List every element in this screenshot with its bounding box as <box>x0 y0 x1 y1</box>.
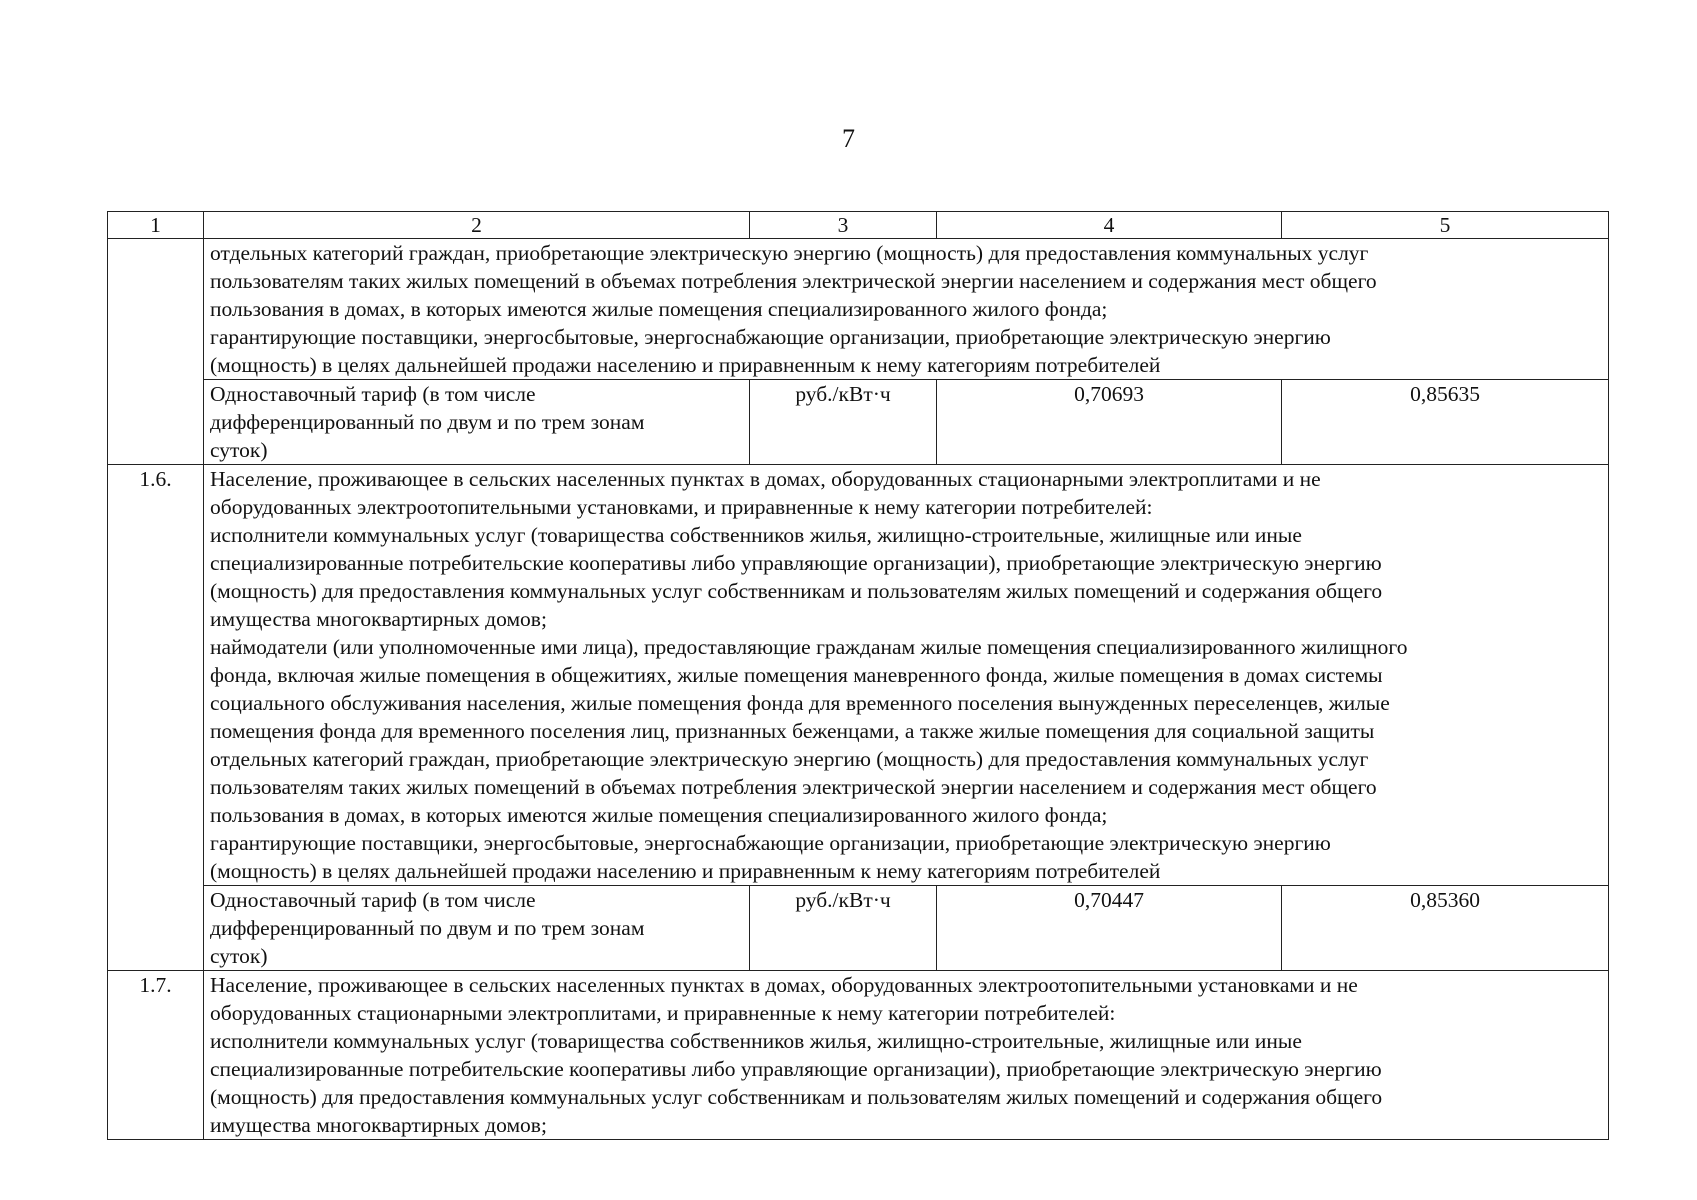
tariff-label-line: Одноставочный тариф (в том числе <box>210 888 536 912</box>
section-description <box>204 465 1609 886</box>
continued-description-row <box>108 239 1609 380</box>
description-line: специализированные потребительские кооперативы либо управляющие организации), приобретающие электрическую энергию <box>210 1057 1382 1081</box>
description-line: (мощность) в целях дальнейшей продажи населению и приравненным к нему категориям потребителей <box>210 859 1161 883</box>
column-header-4: 4 <box>937 212 1282 239</box>
description-line: помещения фонда для временного поселения лиц, признанных беженцами, а также жилые помещения для социальной защиты <box>210 719 1375 743</box>
description-line: наймодатели (или уполномоченные ими лица), предоставляющие гражданам жилые помещения специализированного жилищного <box>210 635 1408 659</box>
continued-description <box>204 239 1609 380</box>
description-line: фонда, включая жилые помещения в общежитиях, жилые помещения маневренного фонда, жилые помещения в домах системы <box>210 663 1383 687</box>
tariff-table <box>107 211 1609 1140</box>
description-line: оборудованных электроотопительными установками, и приравненные к нему категории потребителей: <box>210 495 1153 519</box>
description-line: имущества многоквартирных домов; <box>210 1113 547 1137</box>
description-line: пользователям таких жилых помещений в объемах потребления электрической энергии населением и содержания мест общего <box>210 775 1377 799</box>
description-line: (мощность) для предоставления коммунальных услуг собственникам и пользователям жилых помещений и содержания общего <box>210 579 1383 603</box>
section-number: 1.6. <box>108 465 204 971</box>
description-line: Население, проживающее в сельских населенных пунктах в домах, оборудованных электроотопительными установками и не <box>210 973 1358 997</box>
description-line: отдельных категорий граждан, приобретающие электрическую энергию (мощность) для предоставления коммунальных услуг <box>210 747 1369 771</box>
page-number: 7 <box>842 124 855 153</box>
description-line: отдельных категорий граждан, приобретающие электрическую энергию (мощность) для предоставления коммунальных услуг <box>210 241 1369 265</box>
description-line: оборудованных стационарными электроплитами, и приравненные к нему категории потребителей: <box>210 1001 1116 1025</box>
column-number-row <box>108 212 1609 239</box>
tariff-row <box>108 886 1609 971</box>
description-line: социального обслуживания населения, жилые помещения фонда для временного поселения вынужденных переселенцев, жилые <box>210 691 1390 715</box>
section-number-cell <box>108 239 204 465</box>
tariff-value-first-half: 0,70693 <box>937 380 1282 465</box>
description-line: Население, проживающее в сельских населенных пунктах в домах, оборудованных стационарными электроплитами и не <box>210 467 1321 491</box>
tariff-label <box>204 886 750 971</box>
description-line: пользователям таких жилых помещений в объемах потребления электрической энергии населением и содержания мест общего <box>210 269 1377 293</box>
description-line: гарантирующие поставщики, энергосбытовые, энергоснабжающие организации, приобретающие электрическую энергию <box>210 831 1331 855</box>
description-line: пользования в домах, в которых имеются жилые помещения специализированного жилого фонда; <box>210 803 1108 827</box>
tariff-value-second-half: 0,85635 <box>1282 380 1609 465</box>
section-row-1-6 <box>108 465 1609 886</box>
description-line: (мощность) для предоставления коммунальных услуг собственникам и пользователям жилых помещений и содержания общего <box>210 1085 1383 1109</box>
column-header-3: 3 <box>750 212 937 239</box>
description-line: пользования в домах, в которых имеются жилые помещения специализированного жилого фонда; <box>210 297 1108 321</box>
tariff-value-second-half: 0,85360 <box>1282 886 1609 971</box>
tariff-label-line: суток) <box>210 944 268 968</box>
tariff-label-line: Одноставочный тариф (в том числе <box>210 382 536 406</box>
tariff-label <box>204 380 750 465</box>
tariff-unit: руб./кВт·ч <box>750 886 937 971</box>
column-header-1: 1 <box>108 212 204 239</box>
column-header-2: 2 <box>204 212 750 239</box>
section-description <box>204 971 1609 1140</box>
tariff-label-line: дифференцированный по двум и по трем зонам <box>210 410 645 434</box>
section-row-1-7 <box>108 971 1609 1140</box>
description-line: специализированные потребительские кооперативы либо управляющие организации), приобретающие электрическую энергию <box>210 551 1382 575</box>
tariff-label-line: суток) <box>210 438 268 462</box>
description-line: имущества многоквартирных домов; <box>210 607 547 631</box>
column-header-5: 5 <box>1282 212 1609 239</box>
tariff-label-line: дифференцированный по двум и по трем зонам <box>210 916 645 940</box>
tariff-unit: руб./кВт·ч <box>750 380 937 465</box>
section-number: 1.7. <box>108 971 204 1140</box>
description-line: исполнители коммунальных услуг (товарищества собственников жилья, жилищно-строительные, жилищные или иные <box>210 523 1302 547</box>
tariff-value-first-half: 0,70447 <box>937 886 1282 971</box>
description-line: гарантирующие поставщики, энергосбытовые, энергоснабжающие организации, приобретающие электрическую энергию <box>210 325 1331 349</box>
description-line: (мощность) в целях дальнейшей продажи населению и приравненным к нему категориям потребителей <box>210 353 1161 377</box>
description-line: исполнители коммунальных услуг (товарищества собственников жилья, жилищно-строительные, жилищные или иные <box>210 1029 1302 1053</box>
tariff-row <box>108 380 1609 465</box>
